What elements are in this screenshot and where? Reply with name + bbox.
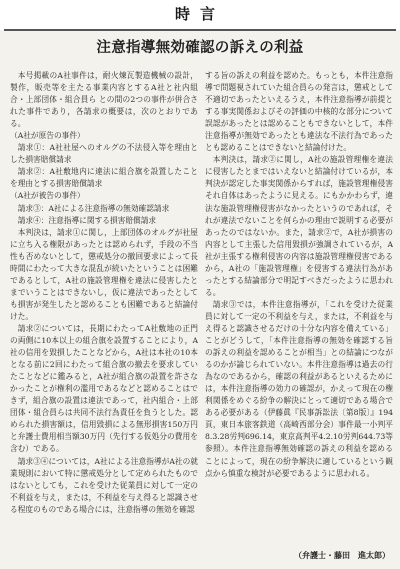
paragraph: 請求②：A社敷地内に違法に組合旗を設置したことを理由とする損害賠償請求: [10, 167, 198, 189]
paragraph: （A社が被告の事件）: [10, 191, 85, 201]
paragraph: 請求②については，長期にわたってA社敷地の正門の両側に10本以上の組合旗を設置することにより，A社の信用を毀損したことなどから，A社は本社の10本となる前に2回にわたって組合旗の撤去を要求していたことなどに鑑みると，A社が組合旗の設置を許さなかったことが権利の濫用であるなどと認めることはできず，組合旗の設置は違法であって，社内組合・上部団体・組合員らは共同不法行為責任を負うとした。認められた損害額は，信用毀損による無形損害150万円と弁護士費用相当額30万円（先行する仮処分の費用を含む）である。: [10, 323, 198, 454]
left-column: [10, 70, 198, 550]
author-byline: （弁護士・藤田 進太郎）: [294, 551, 390, 560]
paragraph: 本号掲載のA社事件は，耐火煉瓦製造機械の設計，製作，販売等を主たる事業内容とするA社と社内組合・上部団体・組合員ら との間の2つの事件が併合された事件であり，各請求の概要は，次のとおりである。: [10, 71, 198, 129]
paragraph: 請求④：注意指導に関する損害賠償請求: [17, 215, 157, 225]
paragraph: 本判決は，請求①に関し，上部団体のオルグが社屋に立ち入る権限があったとは認められず，手段の不当性も否めないとして，懲戒処分の撤回要求によって長時間にわたって大きな混乱が続いたということは困難であるとして，A社の施設管理権を違法に侵害したとまでいうことはできないし，仮に違法であったとしても損害が発生したと認めることも困難であると結論付けた。: [10, 227, 198, 321]
paragraph: 請求①：A社社屋へのオルグの不法侵入等を理由とした損害賠償請求: [10, 143, 198, 165]
right-column: [205, 70, 393, 550]
paragraph: （A社が原告の事件）: [10, 131, 85, 141]
title-rule: [4, 29, 396, 31]
paragraph: 請求③では，本件注意指導が，「これを受けた従業員に対して一定の不利益を与え，または，不利益を与え得ると認識させるだけの十分な内容を備えている」ことがどうして，「本件注意指導の無効を確認する旨の訴えの利益を認めることが相当」との結論につながるのかが論じられていない。本件注意指導は過去の行為なのであるから，確認の利益があるといえるためには，本件注意指導の効力の確認が，かえって現在の権利関係をめぐる紛争の解決にとって適切である場合である必要がある（伊藤眞『民事訴訟法〔第8版〕』194頁，東日本旅客鉄道（高崎西部分会）事件最一小判平8.3.28労判696.14，東京高判平4.2.10労判644.73等参照）。本件注意指導無効確認の訴えの利益を認めることによって，現在の紛争解決に適しているという観点から慎重な検討が必要であるように思われる。: [205, 299, 393, 478]
paragraph: 本判決は，請求②に関し，A社の施設管理権を違法に侵害したとまではいえないと結論付けているが，本判決が認定した事実関係からすれば，施設管理権侵害それ自体はあったように見える。にもかかわらず，違法な施設管理権侵害がなかったというのであれば，それが違法でないことを何らかの理由で説明する必要があったのではないか。また，請求②で，A社が損害の内容として主張した信用毀損が強調されているが，A社が主張する権利侵害の内容は施設管理権侵害であるから，A社の「施設管理権」を侵害する違法行為があったとする結論部分で明記すべきだったように思われる。: [205, 155, 393, 297]
paragraph: 請求③④については，A社による注意指導がA社の就業規則において特に懲戒処分として定められたものではないとしても，これを受けた従業員に対して一定の不利益を与え，または，不利益を与え得ると認識させる程度のものである場合には，注意指導の無効を確認: [10, 456, 198, 514]
article-title: 注意指導無効確認の訴えの利益: [96, 40, 304, 56]
column-title: 時言: [174, 5, 225, 23]
paragraph: する旨の訴えの利益を認めた。もっとも，本件注意指導で問題視されていた組合員らの発言は，懲戒として不適切であったといえるうえ，本件注意指導が前提とする事実関係およびその評価の中核的な部分について誤認があったとは認めることもできないとして，本件注意指導が無効であったとも違法な不法行為であったとも認めることはできないと結論付けた。: [205, 71, 393, 153]
paragraph: 請求③：A社による注意指導の無効確認請求: [17, 203, 170, 213]
